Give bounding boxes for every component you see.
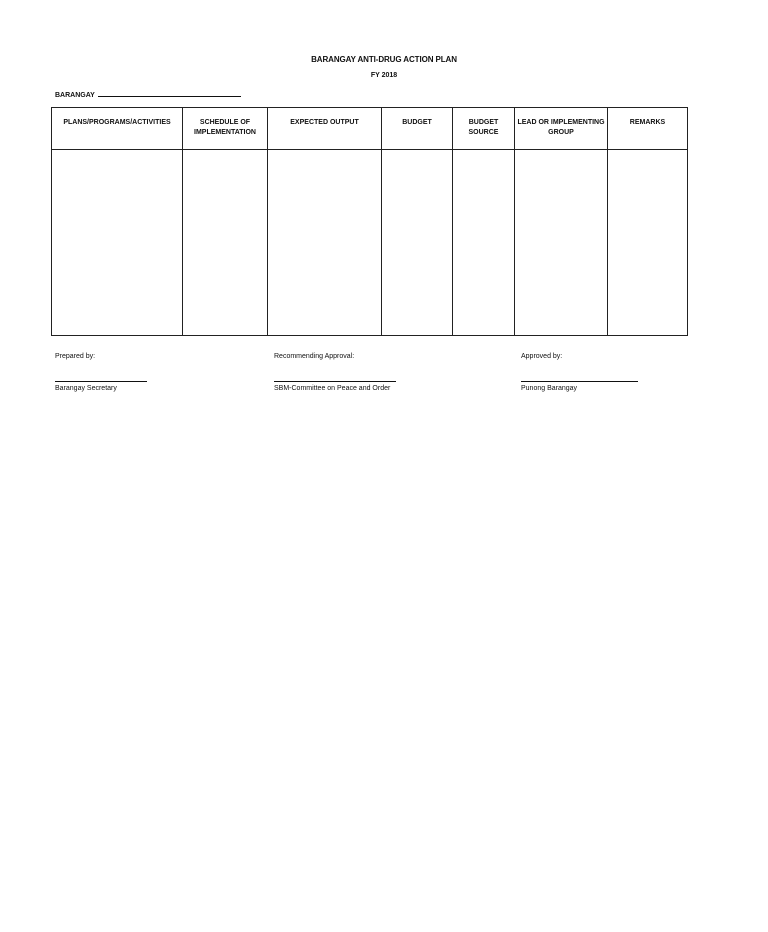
- column-header-lead-group: LEAD OR IMPLEMENTING GROUP: [515, 108, 608, 150]
- table-cell: [515, 150, 608, 336]
- column-header-schedule: SCHEDULE OF IMPLEMENTATION: [183, 108, 268, 150]
- signature-line: [274, 381, 396, 382]
- signature-role: Punong Barangay: [521, 385, 578, 392]
- table-cell: [268, 150, 382, 336]
- signature-caption: Prepared by:: [55, 353, 96, 360]
- barangay-field: [55, 89, 241, 99]
- column-header-budget-source: BUDGET SOURCE: [453, 108, 515, 150]
- table-cell: [382, 150, 453, 336]
- column-header-plans: PLANS/PROGRAMS/ACTIVITIES: [52, 108, 183, 150]
- fiscal-year: FY 2018: [370, 72, 398, 79]
- table-header-row: [52, 108, 688, 150]
- document-title: BARANGAY ANTI-DRUG ACTION PLAN: [311, 55, 457, 64]
- column-header-expected-output: EXPECTED OUTPUT: [268, 108, 382, 150]
- table-row: [52, 150, 688, 336]
- barangay-blank-line: [98, 89, 241, 97]
- table-cell: [608, 150, 688, 336]
- signature-block-approved: [521, 353, 638, 392]
- signature-block-prepared: [55, 353, 147, 392]
- signature-caption: Recommending Approval:: [274, 353, 355, 360]
- signature-line: [55, 381, 147, 382]
- action-plan-table: [51, 107, 688, 336]
- column-header-budget: BUDGET: [382, 108, 453, 150]
- table-cell: [453, 150, 515, 336]
- signature-line: [521, 381, 638, 382]
- signature-block-recommending: [274, 353, 396, 392]
- signature-role: Barangay Secretary: [55, 385, 117, 392]
- column-header-remarks: REMARKS: [608, 108, 688, 150]
- signature-role: SBM-Committee on Peace and Order: [274, 385, 391, 392]
- signature-caption: Approved by:: [521, 353, 563, 360]
- table-cell: [183, 150, 268, 336]
- table-cell: [52, 150, 183, 336]
- barangay-label: BARANGAY: [55, 92, 95, 99]
